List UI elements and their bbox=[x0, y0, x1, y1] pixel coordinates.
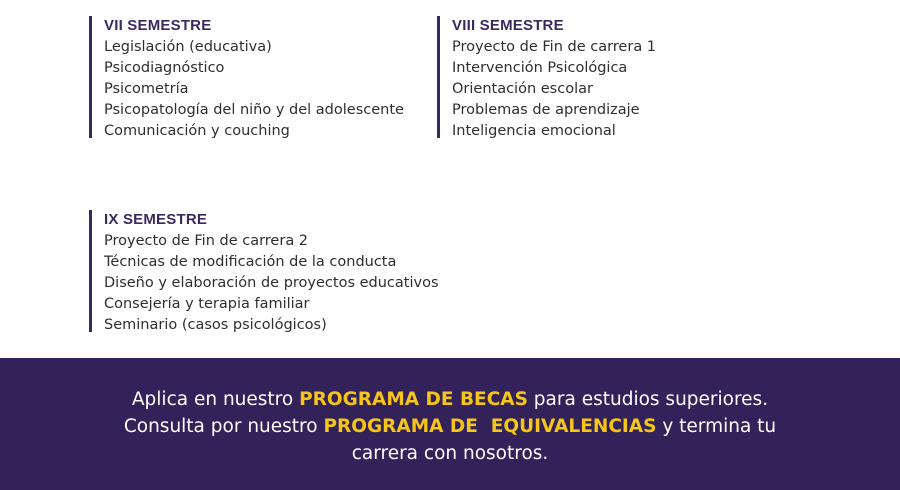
course-list bbox=[104, 231, 439, 336]
list-item: Psicopatología del niño y del adolescente bbox=[104, 102, 404, 118]
list-item: Problemas de aprendizaje bbox=[452, 102, 640, 118]
course-list bbox=[104, 37, 404, 142]
semester-ix bbox=[89, 210, 439, 332]
banner-line-1 bbox=[0, 386, 900, 413]
banner-text: Consulta por nuestro bbox=[123, 416, 324, 437]
semester-vii bbox=[89, 16, 404, 138]
list-item: Técnicas de modificación de la conducta bbox=[104, 254, 397, 270]
banner-line-3 bbox=[0, 440, 900, 467]
equivalencias-program-highlight: PROGRAMA DE EQUIVALENCIAS bbox=[323, 416, 657, 437]
list-item: Psicodiagnóstico bbox=[104, 60, 225, 76]
list-item: Consejería y terapia familiar bbox=[104, 296, 310, 312]
list-item: Orientación escolar bbox=[452, 81, 593, 97]
course-list bbox=[452, 37, 656, 142]
list-item: Inteligencia emocional bbox=[452, 123, 616, 139]
semester-title: VIII SEMESTRE bbox=[452, 17, 564, 34]
banner-text: Aplica en nuestro bbox=[131, 389, 300, 410]
promo-banner bbox=[0, 358, 900, 490]
semester-viii bbox=[437, 16, 656, 138]
semester-title: IX SEMESTRE bbox=[104, 211, 208, 228]
becas-program-highlight: PROGRAMA DE BECAS bbox=[299, 389, 528, 410]
list-item: Diseño y elaboración de proyectos educativos bbox=[104, 275, 439, 291]
list-item: Intervención Psicológica bbox=[452, 60, 628, 76]
banner-text: para estudios superiores. bbox=[527, 389, 769, 410]
semester-title: VII SEMESTRE bbox=[104, 17, 212, 34]
list-item: Legislación (educativa) bbox=[104, 39, 272, 55]
list-item: Seminario (casos psicológicos) bbox=[104, 317, 327, 333]
list-item: Proyecto de Fin de carrera 2 bbox=[104, 233, 309, 249]
banner-line-2 bbox=[0, 413, 900, 440]
list-item: Comunicación y couching bbox=[104, 123, 290, 139]
list-item: Proyecto de Fin de carrera 1 bbox=[452, 39, 657, 55]
list-item: Psicometría bbox=[104, 81, 189, 97]
banner-text: carrera con nosotros. bbox=[351, 443, 549, 464]
banner-text: y termina tu bbox=[656, 416, 777, 437]
